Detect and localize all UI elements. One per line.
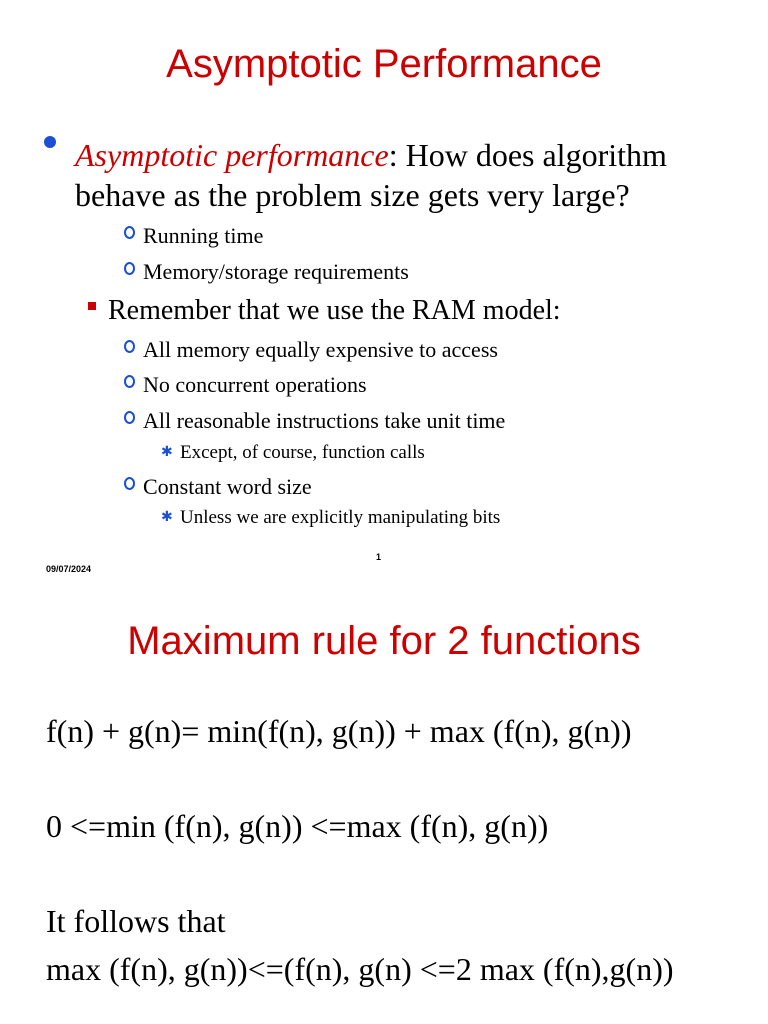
circle-bullet-icon xyxy=(124,340,135,353)
term-colon: : xyxy=(388,137,398,173)
circle-bullet-icon xyxy=(124,477,135,490)
equation-conclusion: max (f(n), g(n))<=(f(n), g(n) <=2 max (f(n),g(n)) xyxy=(46,951,674,987)
slide-date: 09/07/2024 xyxy=(46,564,92,574)
bullet-asymptotic-performance xyxy=(75,135,667,175)
list-item-running-time: Running time xyxy=(143,223,264,248)
list-item-function-calls: Except, of course, function calls xyxy=(180,442,425,463)
list-item-memory-storage: Memory/storage requirements xyxy=(143,259,409,284)
slide-2 xyxy=(0,585,768,1024)
list-item-manipulating-bits: Unless we are explicitly manipulating bits xyxy=(180,507,501,528)
page-number: 1 xyxy=(376,552,382,562)
list-item-word-size: Constant word size xyxy=(143,474,312,499)
slide-title: Asymptotic Performance xyxy=(166,42,602,86)
circle-bullet-icon xyxy=(124,262,135,275)
square-bullet-icon xyxy=(88,302,96,310)
dot-bullet-icon xyxy=(44,136,56,148)
list-item-no-concurrent: No concurrent operations xyxy=(143,372,367,397)
star-bullet-icon: ✱ xyxy=(161,509,173,525)
bullet-text-line1: How does algorithm xyxy=(397,137,667,173)
slide-title: Maximum rule for 2 functions xyxy=(127,619,641,663)
list-item-unit-time: All reasonable instructions take unit time xyxy=(143,408,506,433)
circle-bullet-icon xyxy=(124,375,135,388)
bullet-text-line2: behave as the problem size gets very large? xyxy=(75,177,630,213)
list-item-all-memory: All memory equally expensive to access xyxy=(143,337,498,362)
circle-bullet-icon xyxy=(124,411,135,424)
equation-bounds: 0 <=min (f(n), g(n)) <=max (f(n), g(n)) xyxy=(46,808,549,844)
bullet-ram-model: Remember that we use the RAM model: xyxy=(108,295,561,326)
equation-sum: f(n) + g(n)= min(f(n), g(n)) + max (f(n), g(n)) xyxy=(46,713,632,749)
circle-bullet-icon xyxy=(124,226,135,239)
star-bullet-icon: ✱ xyxy=(161,444,173,460)
term-asymptotic-performance: Asymptotic performance xyxy=(75,137,389,173)
text-it-follows: It follows that xyxy=(46,903,226,939)
